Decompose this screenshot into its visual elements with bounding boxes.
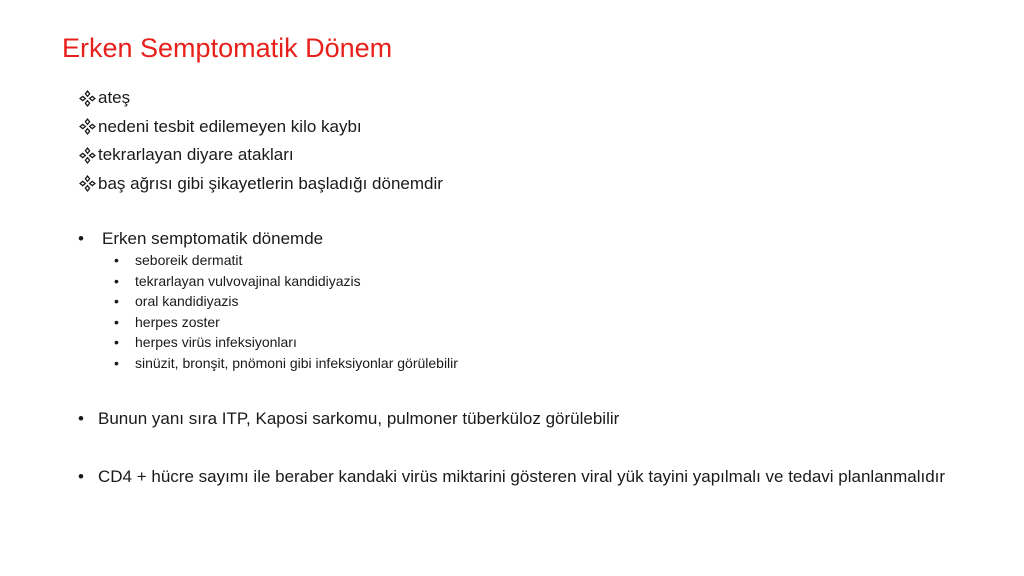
- diamond-list-item: [79, 113, 443, 142]
- bullet-item: [78, 410, 619, 428]
- sub-item-text: tekrarlayan vulvovajinal kandidiyazis: [135, 272, 361, 289]
- diamond-bullet-list: [79, 84, 443, 198]
- sub-bullet-dot-icon: •: [114, 293, 119, 309]
- four-diamond-bullet-icon: [79, 147, 96, 164]
- sub-item-text: sinüzit, bronşit, pnömoni gibi infeksiyonlar görülebilir: [135, 354, 458, 371]
- bullet-text: Erken semptomatik dönemde: [102, 229, 324, 248]
- slide-title: Erken Semptomatik Dönem: [62, 33, 393, 63]
- sub-list-item: [114, 332, 458, 353]
- bullet-text: CD4 + hücre sayımı ile beraber kandaki virüs miktarini gösteren viral yük tayini yapılmalı ve tedavi planlanmalıdır: [98, 467, 946, 486]
- diamond-item-text: ateş: [98, 88, 131, 107]
- sub-list-item: [114, 271, 458, 292]
- bullet-block-other-conditions: [78, 410, 619, 428]
- sub-list-item: [114, 353, 458, 374]
- four-diamond-bullet-icon: [79, 175, 96, 192]
- sub-list-item: [114, 312, 458, 333]
- bullet-block-early-symptoms: [78, 229, 458, 373]
- diamond-list-item: [79, 170, 443, 199]
- sub-item-text: seboreik dermatit: [135, 252, 243, 268]
- sub-bullet-list: [114, 250, 458, 373]
- sub-item-text: herpes virüs infeksiyonları: [135, 334, 297, 350]
- diamond-list-item: [79, 84, 443, 113]
- four-diamond-bullet-icon: [79, 118, 96, 135]
- bullet-text: Bunun yanı sıra ITP, Kaposi sarkomu, pulmoner tüberküloz görülebilir: [98, 409, 620, 428]
- diamond-item-text: baş ağrısı gibi şikayetlerin başladığı dönemdir: [98, 173, 443, 193]
- sub-item-text: herpes zoster: [135, 313, 220, 330]
- sub-bullet-dot-icon: •: [114, 272, 119, 289]
- sub-item-text: oral kandidiyazis: [135, 293, 239, 309]
- sub-bullet-dot-icon: •: [114, 334, 119, 350]
- diamond-list-item: [79, 141, 443, 170]
- four-diamond-bullet-icon: [79, 90, 96, 107]
- bullet-block-cd4: [78, 468, 958, 486]
- bullet-item: [78, 230, 422, 248]
- sub-list-item: [114, 250, 458, 271]
- bullet-item: [78, 468, 958, 486]
- diamond-item-text: tekrarlayan diyare atakları: [98, 145, 294, 164]
- sub-bullet-dot-icon: •: [114, 313, 119, 330]
- sub-bullet-dot-icon: •: [114, 252, 119, 268]
- sub-bullet-dot-icon: •: [114, 354, 119, 371]
- bullet-dot-icon: •: [78, 467, 84, 486]
- bullet-dot-icon: •: [78, 409, 84, 428]
- sub-list-item: [114, 291, 458, 312]
- diamond-item-text: nedeni tesbit edilemeyen kilo kaybı: [98, 116, 362, 136]
- bullet-dot-icon: •: [78, 229, 84, 248]
